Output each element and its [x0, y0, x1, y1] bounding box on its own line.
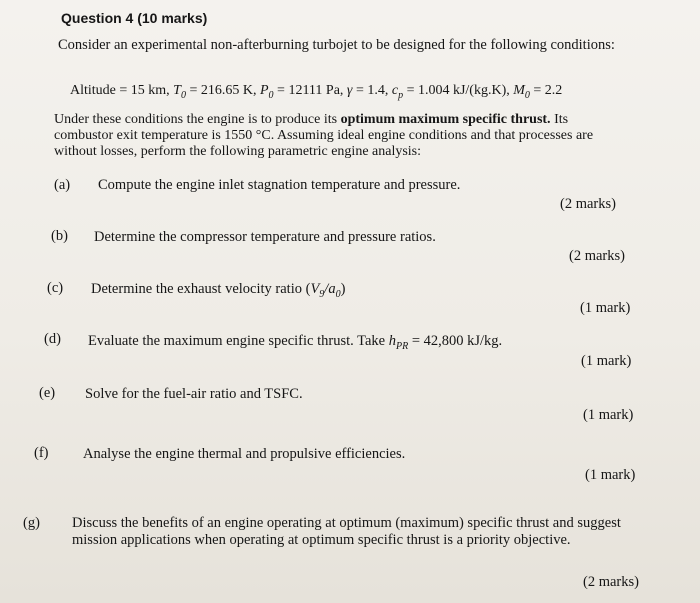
- question-d-text: Evaluate the maximum engine specific thrust. Take $h_{PR} = 42,800$ kJ/kg.: [88, 333, 503, 352]
- gamma-value: = 1.4,: [355, 83, 389, 98]
- description-bold: optimum maximum specific thrust.: [340, 112, 551, 127]
- question-a-letter: (a): [54, 177, 71, 193]
- question-a-marks: (2 marks): [560, 196, 616, 212]
- question-c-text: Determine the exhaust velocity ratio $(V_9/a_0)$: [91, 281, 346, 300]
- question-c-letter: (c): [47, 280, 64, 296]
- question-c-marks: (1 mark): [580, 300, 631, 316]
- question-f-text: Analyse the engine thermal and propulsive efficiencies.: [83, 446, 406, 462]
- question-a-text: Compute the engine inlet stagnation temperature and pressure.: [98, 177, 461, 193]
- conditions-line: Altitude = 15 km, $T_0 = 216.65$ K, $P_0 = 12111$ Pa, γ = 1.4, $c_p = 1.004$ kJ/(kg.K), $M_0 = 2.2$: [70, 83, 563, 101]
- altitude-value: Altitude = 15 km,: [70, 83, 170, 98]
- description-part2: Its combustor exit temperature is 1550 °C. Assuming ideal engine conditions and that processes are without losses, perform the following parametric engine analysis:: [54, 112, 594, 159]
- question-f-marks: (1 mark): [585, 467, 636, 483]
- description-paragraph: [54, 112, 626, 160]
- question-e-letter: (e): [39, 385, 56, 401]
- question-b-text: Determine the compressor temperature and pressure ratios.: [94, 229, 436, 245]
- question-d-marks: (1 mark): [581, 353, 632, 369]
- mach-value: = 2.2: [533, 83, 563, 98]
- description-part1: Under these conditions the engine is to produce its: [54, 112, 338, 127]
- t0-value: = 216.65 K,: [189, 83, 257, 98]
- question-title: Question 4 (10 marks): [61, 10, 208, 26]
- question-g-marks: (2 marks): [583, 574, 639, 590]
- question-g-letter: (g): [23, 515, 40, 531]
- question-f-letter: (f): [34, 445, 49, 461]
- question-e-marks: (1 mark): [583, 407, 634, 423]
- question-b-letter: (b): [51, 228, 68, 244]
- question-e-text: Solve for the fuel-air ratio and TSFC.: [85, 386, 303, 402]
- question-g-text: Discuss the benefits of an engine operating at optimum (maximum) specific thrust and suggest mission applications when operating at optimum specific thrust is a priority objective.: [72, 515, 621, 548]
- cp-value: = 1.004 kJ/(kg.K),: [406, 83, 510, 98]
- question-b-marks: (2 marks): [569, 248, 625, 264]
- question-d-letter: (d): [44, 331, 61, 347]
- intro-paragraph: Consider an experimental non-afterburning turbojet to be designed for the following conditions:: [58, 37, 615, 53]
- p0-value: = 12111 Pa,: [277, 83, 344, 98]
